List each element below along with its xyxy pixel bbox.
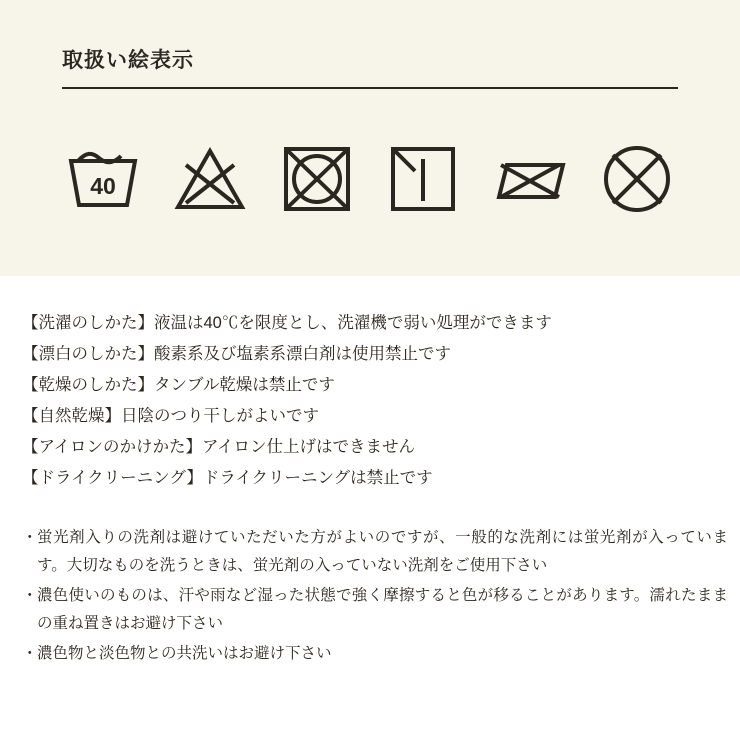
care-description-line: 【乾燥のしかた】タンブル乾燥は禁止です [22,376,335,394]
svg-text:40: 40 [90,173,116,199]
list-item-text: 濃色物と淡色物との共洗いはお避け下さい [37,645,332,662]
care-notes [22,524,728,670]
list-item-text: 濃色使いのものは、汗や雨など湿った状態で強く摩擦すると色が移ることがあります。濡れたままの重ね置きはお避け下さい [37,587,728,632]
care-description-line: 【アイロンのかけかた】アイロン仕上げはできません [22,438,416,456]
page-title: 取扱い絵表示 [62,49,194,72]
care-description-line: 【ドライクリーニング】ドライクリーニングは禁止です [22,469,433,487]
list-item [22,524,728,580]
wash-40-icon [62,138,144,220]
no-bleach-icon [169,138,251,220]
bullet-marker: ・ [22,529,38,546]
care-symbol-row [62,133,678,225]
care-description-line: 【洗濯のしかた】液温は40℃を限度とし、洗濯機で弱い処理ができます [22,314,552,332]
shade-line-dry-icon [382,138,464,220]
no-dry-clean-icon [596,138,678,220]
list-item-text: 蛍光剤入りの洗剤は避けていただいた方がよいのですが、一般的な洗剤には蛍光剤が入っています。大切なものを洗うときは、蛍光剤の入っていない洗剤をご使用下さい [37,529,728,574]
symbols-banner [0,0,740,276]
list-item [22,582,728,638]
list-item [22,640,728,668]
bullet-marker: ・ [22,645,38,662]
care-descriptions [22,308,722,494]
title-divider [62,87,678,89]
care-description-line: 【自然乾燥】日陰のつり干しがよいです [22,407,319,425]
no-tumble-dry-icon [276,138,358,220]
bullet-marker: ・ [22,587,38,604]
care-description-line: 【漂白のしかた】酸素系及び塩素系漂白剤は使用禁止です [22,345,451,363]
page-title-block [62,48,678,89]
no-iron-icon [489,138,571,220]
